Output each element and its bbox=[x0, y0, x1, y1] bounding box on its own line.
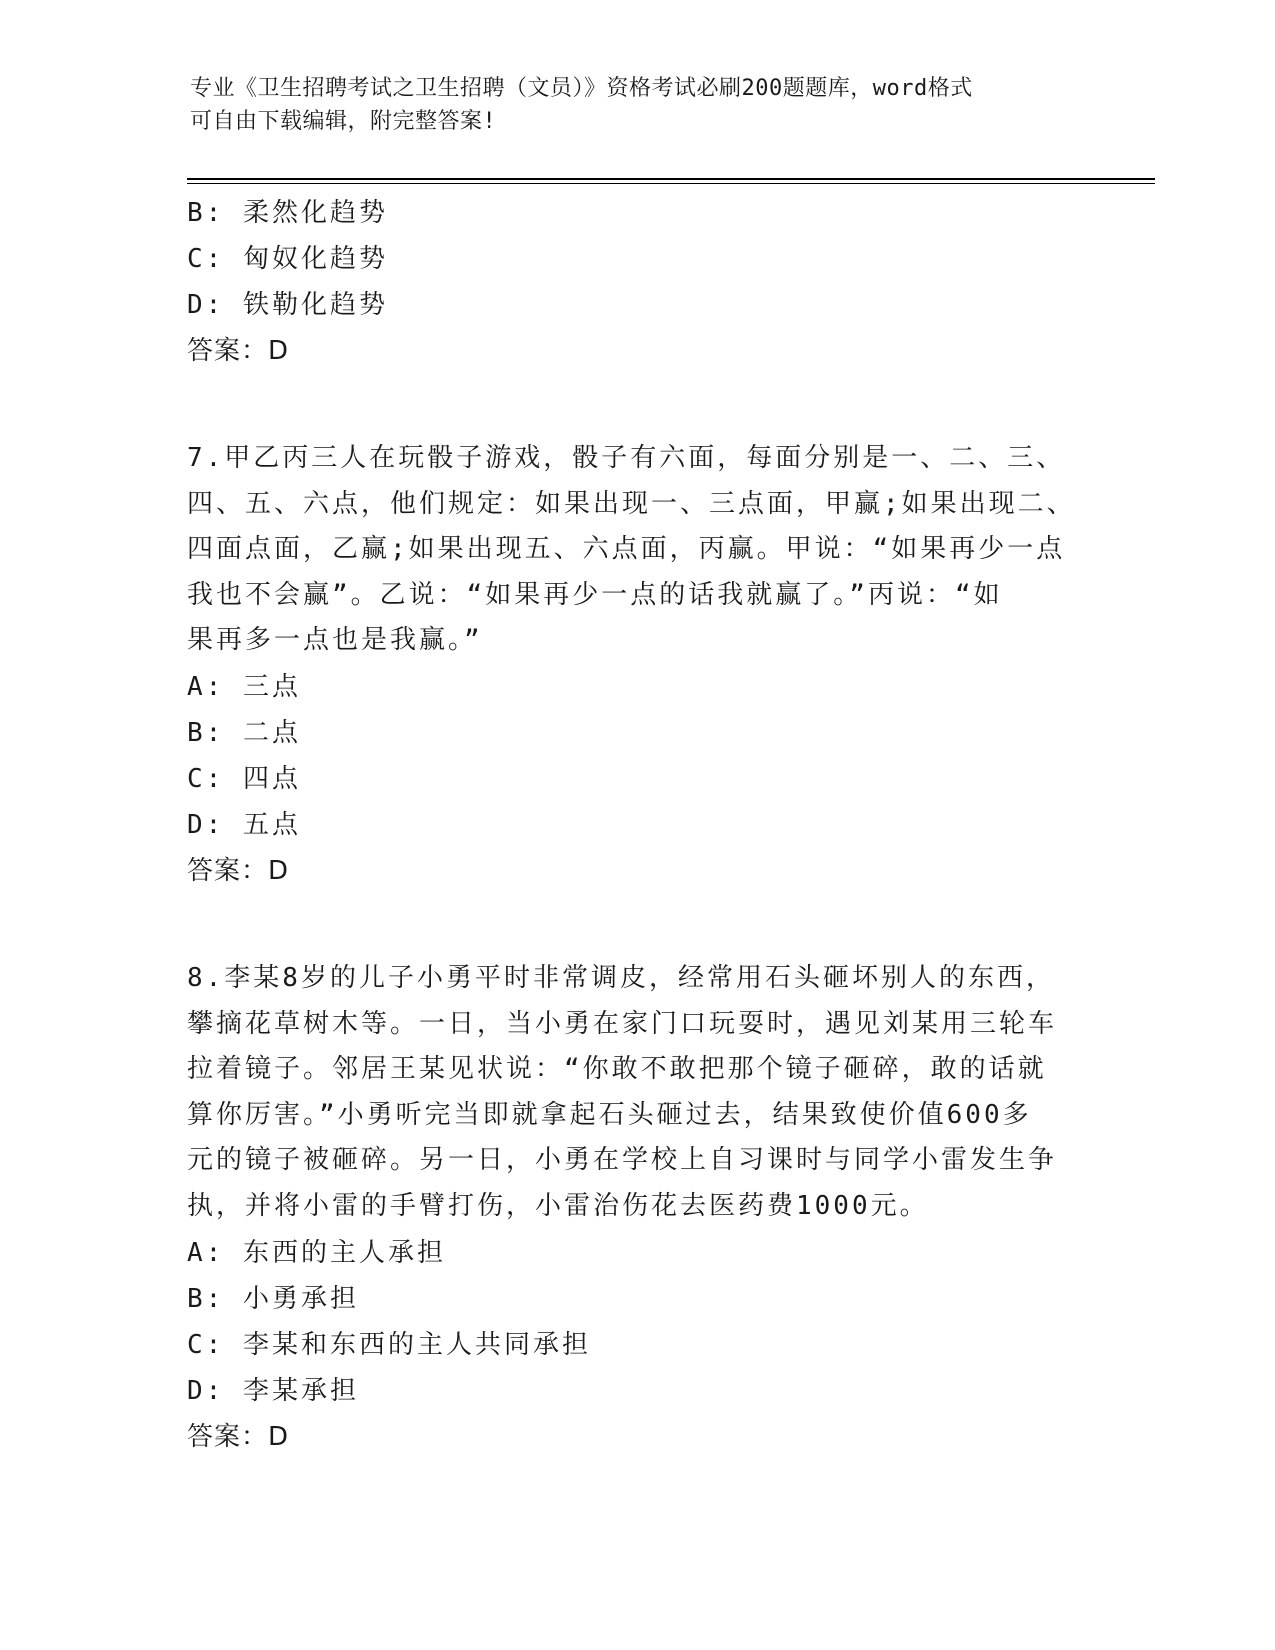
question-7 bbox=[187, 436, 1087, 894]
option-a: A: 东西的主人承担 bbox=[187, 1237, 446, 1268]
header-line-1: 专业《卫生招聘考试之卫生招聘（文员）》资格考试必刷200题题库，word格式 bbox=[190, 76, 973, 101]
option-b: B: 二点 bbox=[187, 717, 301, 748]
question-stem bbox=[187, 436, 1087, 664]
answer-line: 答案：D bbox=[187, 1421, 290, 1452]
option-c: C: 匈奴化趋势 bbox=[187, 244, 388, 274]
spacer bbox=[187, 374, 1087, 436]
question-6-tail bbox=[187, 190, 1087, 374]
stem-line: 算你厉害。”小勇听完当即就拿起石头砸过去，结果致使价值600多 bbox=[187, 1099, 1032, 1130]
stem-line: 攀摘花草树木等。一日，当小勇在家门口玩耍时，遇见刘某用三轮车 bbox=[187, 1008, 1058, 1039]
stem-line: 四、五、六点，他们规定：如果出现一、三点面，甲赢;如果出现二、 bbox=[187, 488, 1076, 519]
document-header bbox=[190, 72, 1070, 138]
header-divider-thick bbox=[187, 178, 1155, 180]
stem-line: 拉着镜子。邻居王某见状说：“你敢不敢把那个镜子砸碎，敢的话就 bbox=[187, 1054, 1047, 1085]
option-a: A: 三点 bbox=[187, 671, 301, 702]
stem-line: 果再多一点也是我赢。” bbox=[187, 625, 483, 656]
header-line-2: 可自由下载编辑，附完整答案! bbox=[190, 109, 497, 134]
stem-line: 7.甲乙丙三人在玩骰子游戏，骰子有六面，每面分别是一、二、三、 bbox=[187, 443, 1066, 473]
header-divider-thin bbox=[187, 183, 1155, 184]
option-c: C: 四点 bbox=[187, 763, 301, 794]
document-body bbox=[187, 190, 1087, 1460]
option-b: B: 柔然化趋势 bbox=[187, 198, 388, 228]
stem-line: 四面点面，乙赢;如果出现五、六点面，丙赢。甲说：“如果再少一点 bbox=[187, 534, 1066, 565]
option-c: C: 李某和东西的主人共同承担 bbox=[187, 1329, 591, 1360]
option-d: D: 五点 bbox=[187, 809, 301, 840]
question-stem bbox=[187, 956, 1087, 1230]
option-b: B: 小勇承担 bbox=[187, 1283, 359, 1314]
answer-line: 答案：D bbox=[187, 336, 290, 366]
spacer bbox=[187, 894, 1087, 956]
stem-line: 8.李某8岁的儿子小勇平时非常调皮，经常用石头砸坏别人的东西， bbox=[187, 962, 1055, 993]
stem-line: 执，并将小雷的手臂打伤，小雷治伤花去医药费1000元。 bbox=[187, 1190, 929, 1221]
stem-line: 元的镜子被砸碎。另一日，小勇在学校上自习课时与同学小雷发生争 bbox=[187, 1145, 1058, 1176]
question-8 bbox=[187, 956, 1087, 1460]
stem-line: 我也不会赢”。乙说：“如果再少一点的话我就赢了。”丙说：“如 bbox=[187, 579, 1003, 610]
answer-line: 答案：D bbox=[187, 855, 290, 886]
option-d: D: 李某承担 bbox=[187, 1375, 359, 1406]
option-d: D: 铁勒化趋势 bbox=[187, 290, 388, 320]
